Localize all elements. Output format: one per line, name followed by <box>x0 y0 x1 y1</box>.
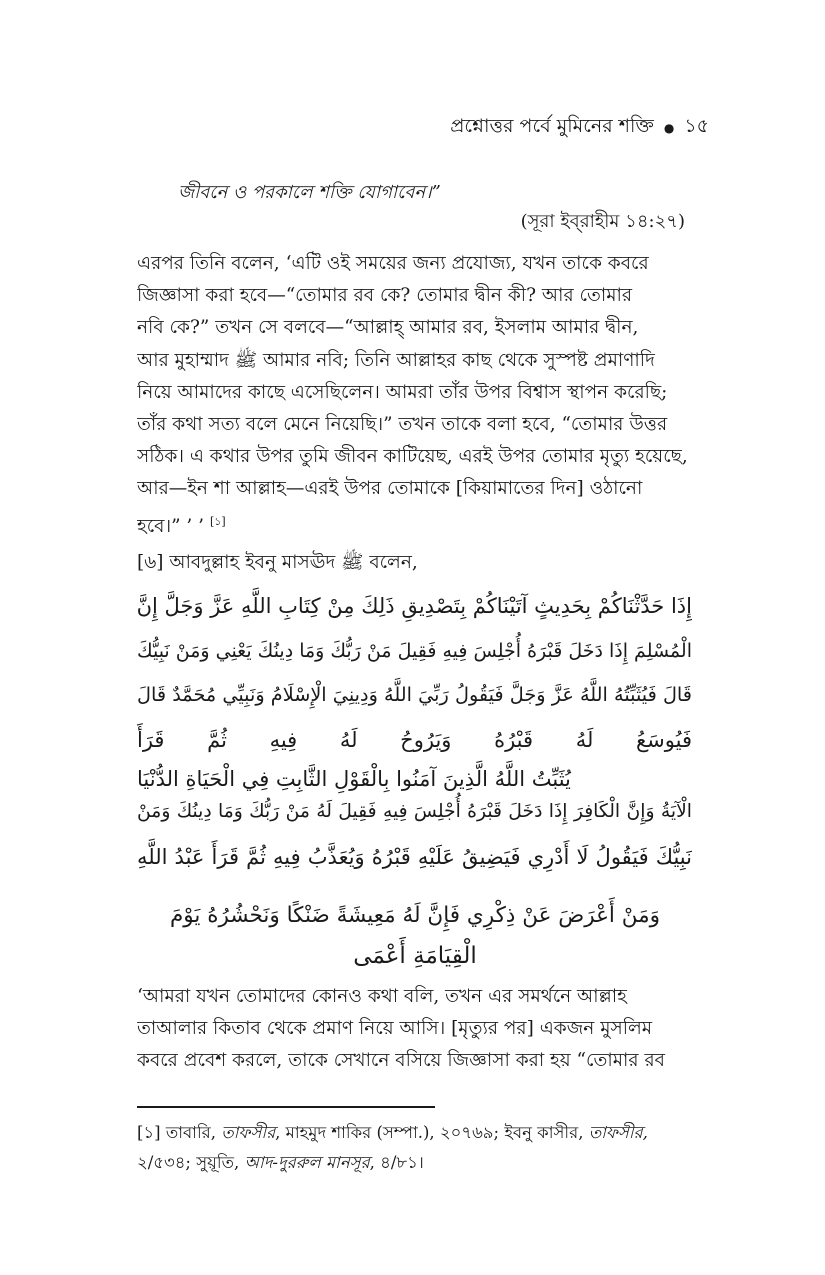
text-line-tail: হবে।” ’ ’ <box>137 515 205 537</box>
text-line: আর মুহাম্মাদ ﷺ আমার নবি; তিনি আল্লাহর কাছ থেকে সুস্পষ্ট প্রমাণাদি <box>137 349 655 371</box>
text-line: তাআলার কিতাব থেকে প্রমাণ নিয়ে আসি। [মৃত্যুর পর] একজন মুসলিম <box>137 1018 653 1040</box>
footnote <box>137 1118 692 1178</box>
footnote-book-title: আদ-দুররুল মানসূর <box>244 1153 370 1172</box>
running-title: প্রশ্নোত্তর পর্বে মুমিনের শক্তি <box>450 115 654 137</box>
arabic-line: فَيُوسَعُ لَهُ قَبْرُهُ وَيَرُوحُ لَهُ فِيهِ ثُمَّ قَرَأَ <box>137 727 692 752</box>
arabic-verse-2 <box>170 896 660 976</box>
arabic-hadith-continued <box>137 790 692 879</box>
footnote-text: [১] তাবারি, <box>137 1123 222 1142</box>
paragraph-kabr-questions <box>137 248 692 543</box>
footnote-marker: [১] <box>209 514 226 528</box>
footnote-book-title: তাফসীর, <box>588 1123 648 1142</box>
footnote-text: ২/৫৩৪; সুয়ূতি, <box>137 1153 245 1172</box>
footnote-line <box>137 1118 692 1148</box>
hadith-intro <box>137 547 692 579</box>
text-line: নিয়ে আমাদের কাছে এসেছিলেন। আমরা তাঁর উপর বিশ্বাস স্থাপন করেছি; <box>137 381 668 403</box>
bullet-separator: ● <box>663 121 675 135</box>
arabic-line: الْقِيَامَةِ أَعْمَى <box>353 943 477 969</box>
arabic-line: إِذَا حَدَّثْنَاكُمْ بِحَدِيثٍ آتَيْنَاكُمْ بِتَصْدِيقِ ذَلِكَ مِنْ كِتَابِ اللَّهِ عَزَّ وَجَلَّ إِنَّ <box>137 594 692 618</box>
text-line: এরপর তিনি বলেন, ‘এটি ওই সময়ের জন্য প্রযোজ্য, যখন তাকে কবরে <box>137 253 649 274</box>
footnote-divider <box>137 1106 435 1108</box>
page-number: ১৫ <box>684 115 709 137</box>
arabic-line: نَبِيُّكَ فَيَقُولُ لَا أَدْرِي فَيَضِيقُ عَلَيْهِ قَبْرُهُ وَيُعَذَّبُ فِيهِ ثُمَّ قَرَأَ عَبْدُ اللَّهِ <box>137 844 692 869</box>
footnote-book-title: তাফসীর <box>221 1123 276 1142</box>
text-line: তাঁর কথা সত্য বলে মেনে নিয়েছি।” তখন তাকে বলা হবে, “তোমার উত্তর <box>137 414 668 436</box>
text-line: কবরে প্রবেশ করলে, তাকে সেখানে বসিয়ে জিজ্ঞাসা করা হয় “তোমার রব <box>137 1050 665 1072</box>
footnote-line <box>137 1148 692 1178</box>
text-line: [৬] আবদুল্লাহ ইবনু মাসঊদ ﷺ বলেন, <box>137 552 418 573</box>
footnote-text: , ৪/৮১। <box>369 1153 424 1172</box>
text-line: আর—ইন শা আল্লাহ—এরই উপর তোমাকে [কিয়ামাতের দিন] ওঠানো <box>137 478 643 500</box>
arabic-line: الْمُسْلِمَ إِذَا دَخَلَ قَبْرَهُ أُجْلِسَ فِيهِ فَقِيلَ مَنْ رَبُّكَ وَمَا دِينُكَ يَعْنِي وَمَنْ نَبِيُّكَ <box>137 639 692 662</box>
arabic-line: وَمَنْ أَعْرَضَ عَنْ ذِكْرِي فَإِنَّ لَهُ مَعِيشَةً ضَنْكًا وَنَحْشُرُهُ يَوْمَ <box>170 903 660 928</box>
quote-ending-line: জীবনে ও পরকালে শক্তি যোগাবেন।” <box>178 182 441 203</box>
text-line: জিজ্ঞাসা করা হবে—“তোমার রব কে? তোমার দ্বীন কী? আর তোমার <box>137 285 633 307</box>
arabic-line: قَالَ فَيُثَبِّتُهُ اللَّهُ عَزَّ وَجَلَّ فَيَقُولُ رَبِّيَ اللَّهُ وَدِينِيَ الْإِسْلَامُ وَنَبِيِّي مُحَمَّدٌ قَالَ <box>137 683 692 706</box>
footnote-text: , মাহমুদ শাকির (সম্পা.), ২০৭৬৯; ইবনু কাসীর, <box>275 1123 589 1142</box>
arabic-line: الْآيَةُ وَإِنَّ الْكَافِرَ إِذَا دَخَلَ قَبْرَهُ أُجْلِسَ فِيهِ فَقِيلَ لَهُ مَنْ رَبُّكَ وَمَا دِينُكَ وَمَنْ <box>137 801 692 822</box>
text-line: সঠিক। এ কথার উপর তুমি জীবন কাটিয়েছ, এরই উপর তোমার মৃত্যু হয়েছে, <box>137 446 688 468</box>
text-line-last <box>137 506 692 543</box>
arabic-line: يُثَبِّتُ اللَّهُ الَّذِينَ آمَنُوا بِالْقَوْلِ الثَّابِتِ فِي الْحَيَاةِ الدُّنْيَا <box>137 767 571 791</box>
paragraph-translation <box>137 981 692 1078</box>
arabic-hadith-block <box>137 584 692 762</box>
running-header <box>450 112 709 144</box>
quote-reference: (সূরা ইব্‌রাহীম ১৪:২৭) <box>520 211 685 232</box>
text-line: নবি কে?” তখন সে বলবে—“আল্লাহ্‌ আমার রব, ইসলাম আমার দ্বীন, <box>137 317 639 339</box>
text-line: ‘আমরা যখন তোমাদের কোনও কথা বলি, তখন এর সমর্থনে আল্লাহ <box>137 986 627 1007</box>
